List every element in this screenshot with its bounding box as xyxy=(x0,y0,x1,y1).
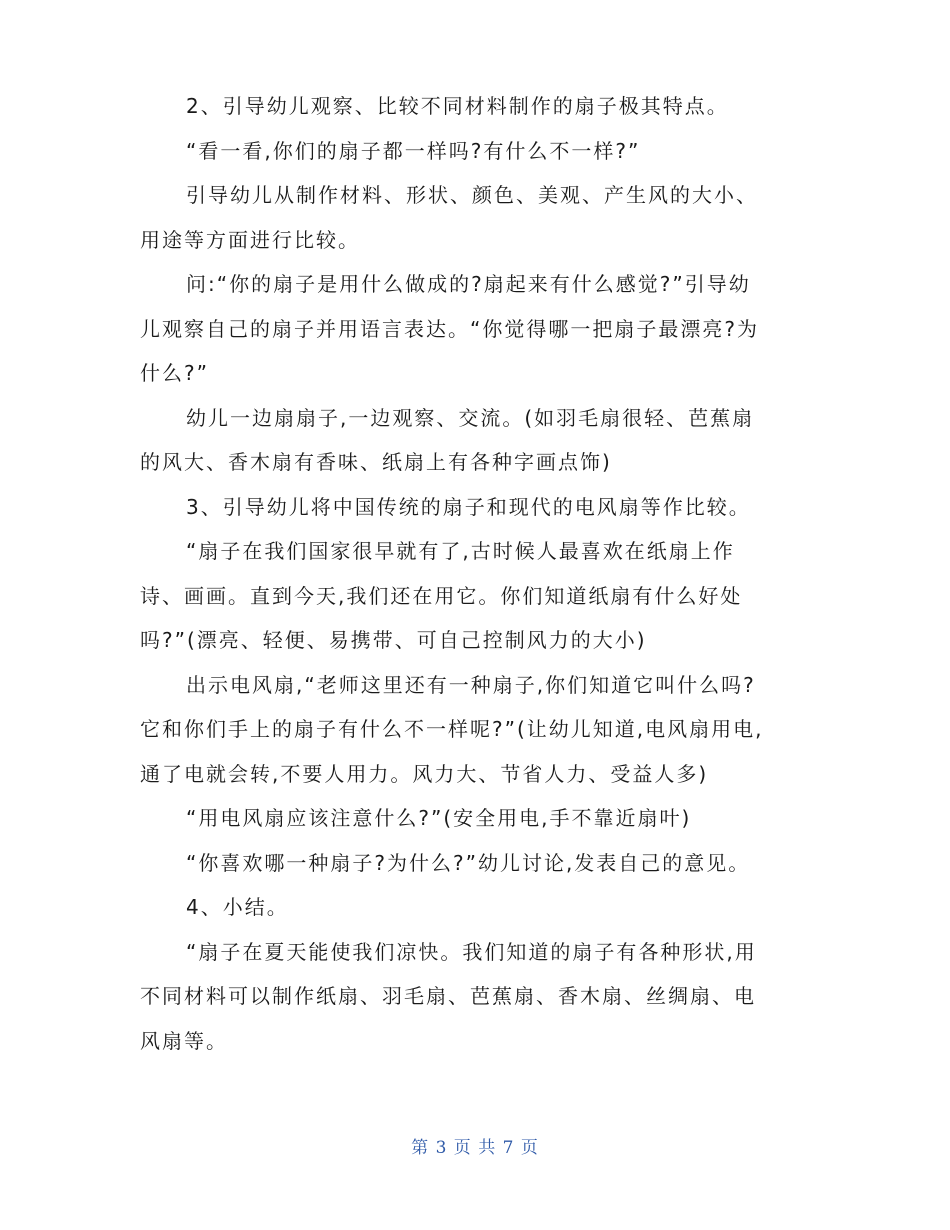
text-line: “你喜欢哪一种扇子?为什么?”幼儿讨论,发表自己的意见。 xyxy=(186,850,751,875)
text-line: 的风大、香木扇有香味、纸扇上有各种字画点饰) xyxy=(140,450,612,474)
text-line: “用电风扇应该注意什么?”(安全用电,手不靠近扇叶) xyxy=(186,806,692,830)
text-line: 幼儿一边扇扇子,一边观察、交流。(如羽毛扇很轻、芭蕉扇 xyxy=(186,405,755,430)
text-line: 儿观察自己的扇子并用语言表达。“你觉得哪一把扇子最漂亮?为 xyxy=(140,316,759,341)
text-line: 通了电就会转,不要人用力。风力大、节省人力、受益人多) xyxy=(140,761,709,786)
text-line: 风扇等。 xyxy=(140,1028,228,1053)
text-line: 出示电风扇,“老师这里还有一种扇子,你们知道它叫什么吗? xyxy=(186,672,756,697)
text-line: “看一看,你们的扇子都一样吗?有什么不一样?” xyxy=(186,138,641,163)
text-line: 不同材料可以制作纸扇、羽毛扇、芭蕉扇、香木扇、丝绸扇、电 xyxy=(140,984,756,1008)
text-line: 吗?”(漂亮、轻便、易携带、可自己控制风力的大小) xyxy=(140,628,647,652)
text-line: 问:“你的扇子是用什么做成的?扇起来有什么感觉?”引导幼 xyxy=(186,272,751,296)
document-body xyxy=(140,84,830,1063)
text-line: “扇子在我们国家很早就有了,古时候人最喜欢在纸扇上作 xyxy=(186,539,735,563)
text-line: 4、小结。 xyxy=(186,895,289,919)
text-line: 2、引导幼儿观察、比较不同材料制作的扇子极其特点。 xyxy=(186,94,729,118)
page-number-footer: 第 3 页 共 7 页 xyxy=(411,1138,539,1158)
text-line: 什么?” xyxy=(140,361,209,385)
text-line: 用途等方面进行比较。 xyxy=(140,227,360,252)
text-line: 3、引导幼儿将中国传统的扇子和现代的电风扇等作比较。 xyxy=(186,494,751,519)
text-line: 它和你们手上的扇子有什么不一样呢?”(让幼儿知道,电风扇用电, xyxy=(140,717,764,741)
text-line: 引导幼儿从制作材料、形状、颜色、美观、产生风的大小、 xyxy=(186,183,758,207)
text-line: 诗、画画。直到今天,我们还在用它。你们知道纸扇有什么好处 xyxy=(140,583,743,608)
text-line: “扇子在夏天能使我们凉快。我们知道的扇子有各种形状,用 xyxy=(186,939,757,964)
